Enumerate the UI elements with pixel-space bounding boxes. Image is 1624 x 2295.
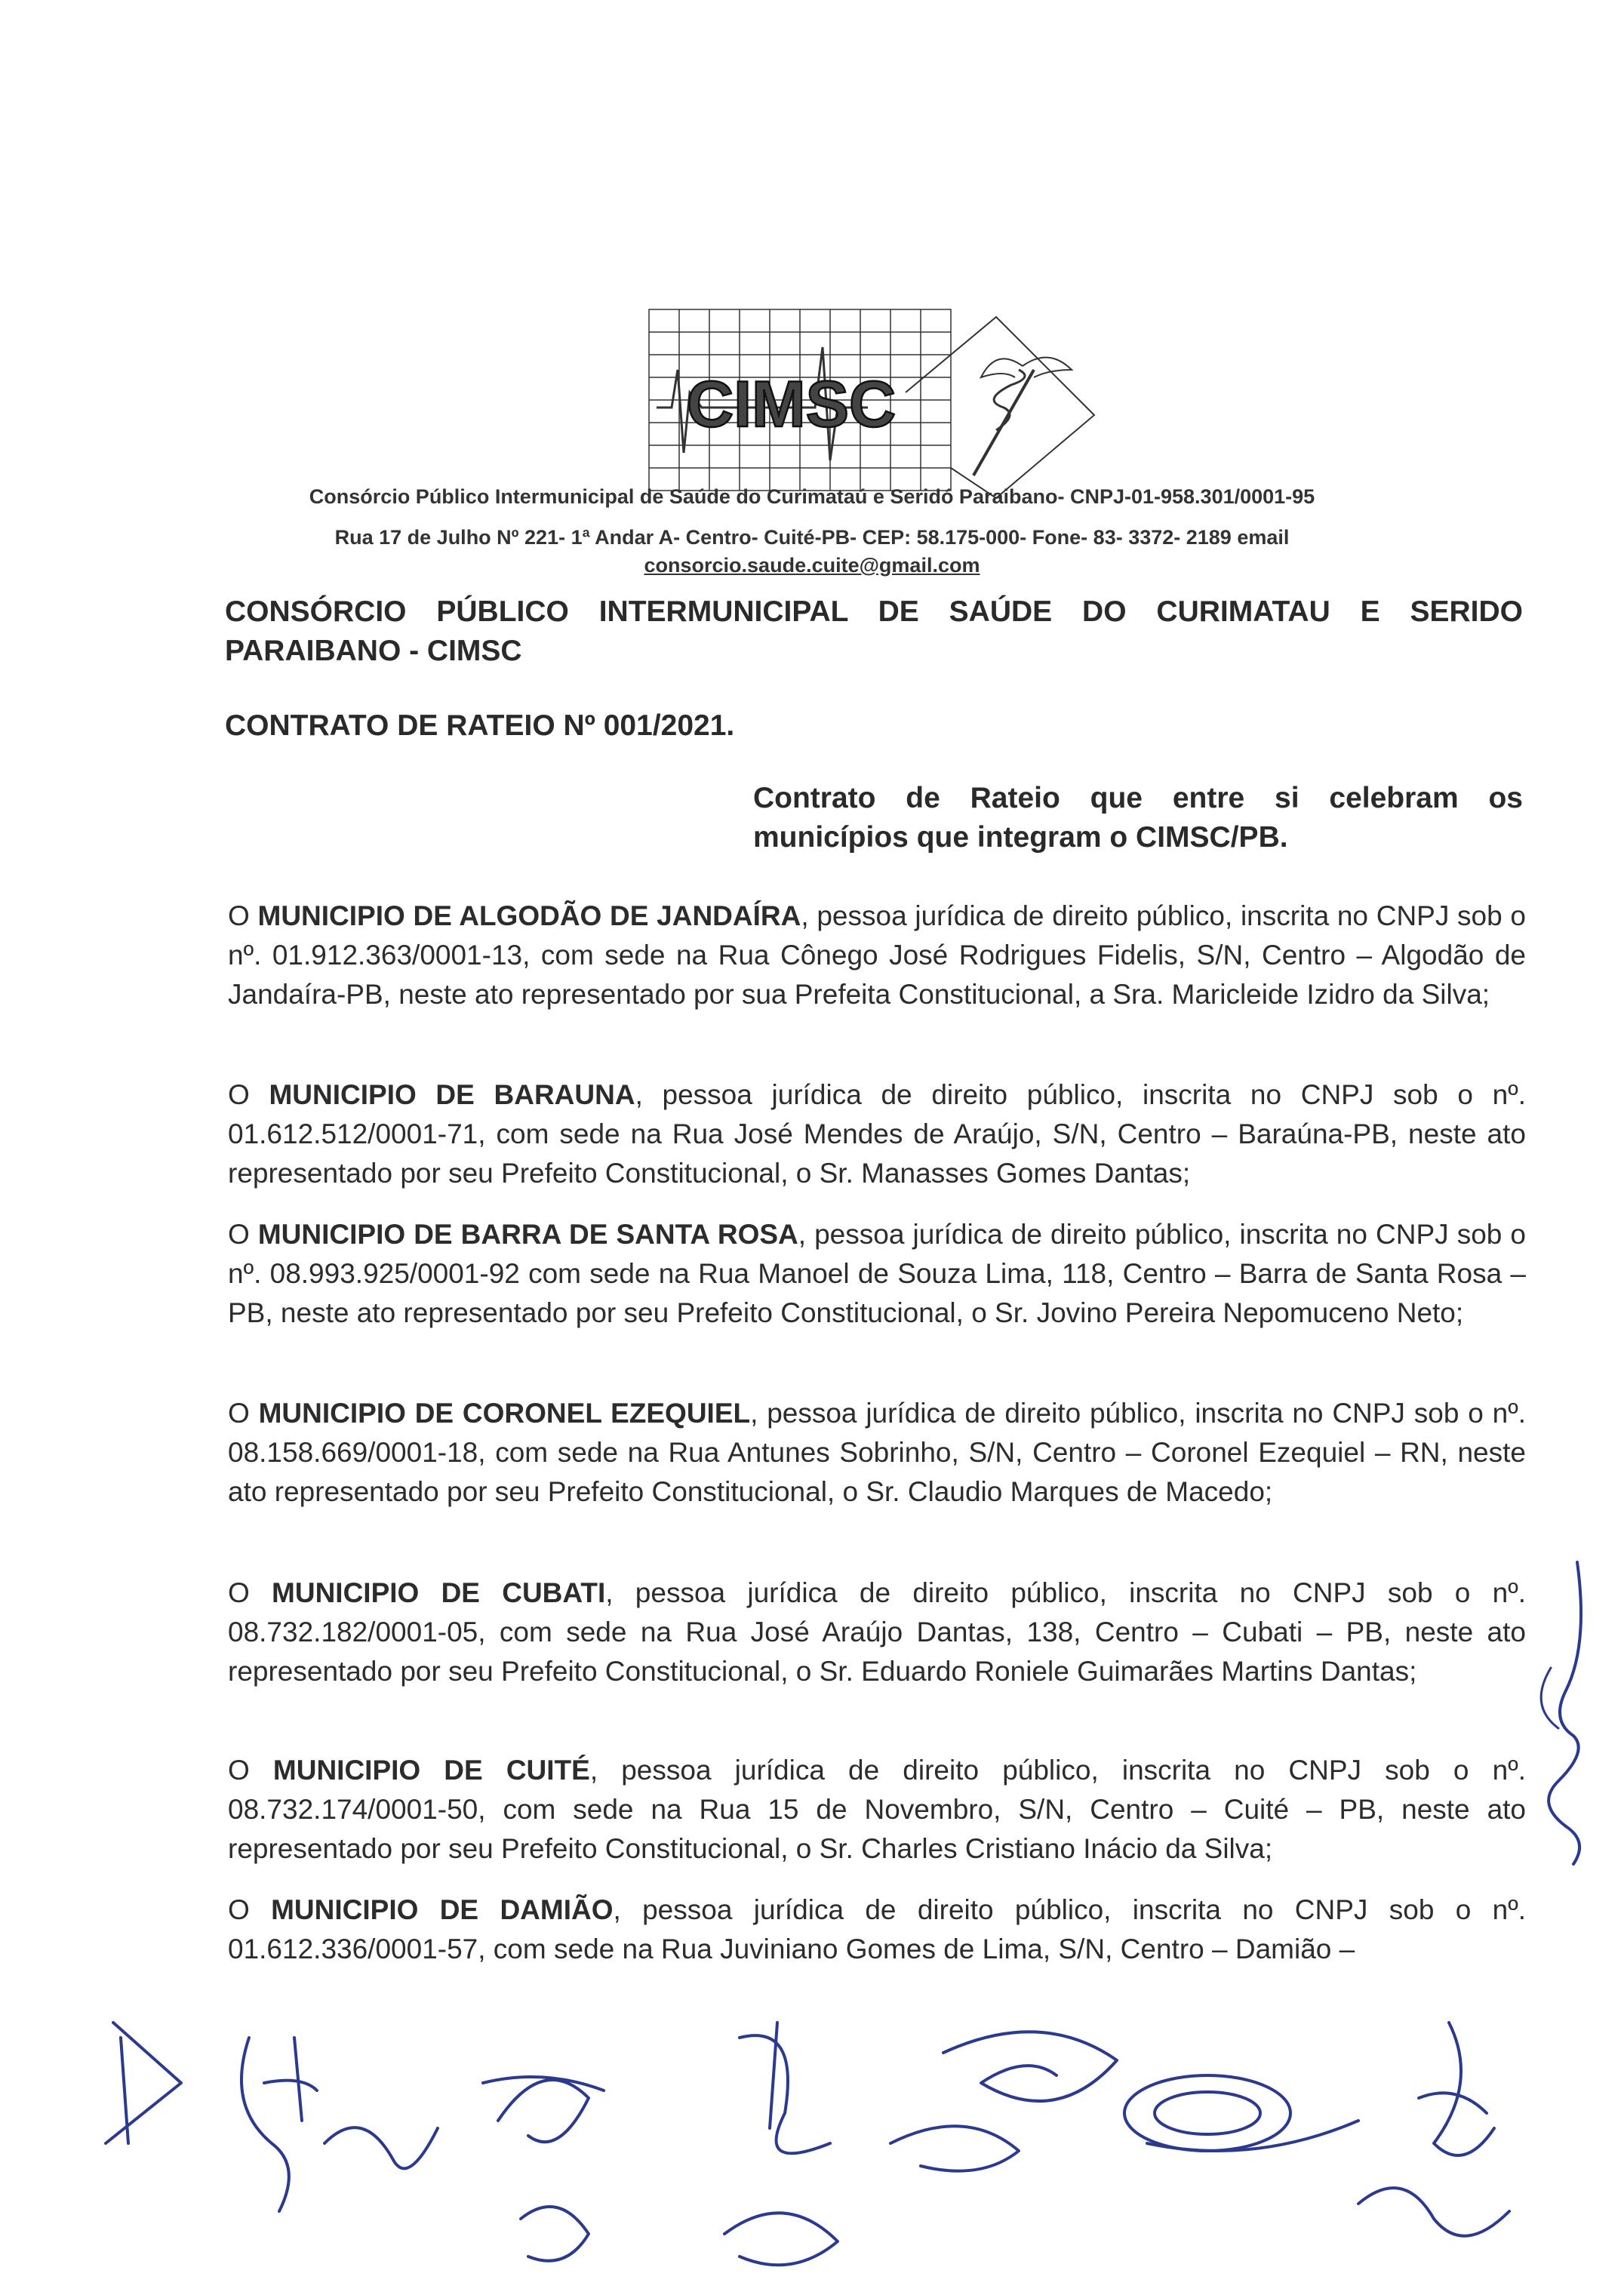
paragraph-lead: O <box>228 1577 272 1608</box>
paragraph-text: , pessoa jurídica de direito público, inscrita no CNPJ sob o nº. 01.912.363/0001-13, com sede na Rua Cônego José Rodrigues Fidelis, S/N, Centro – Algodão de Jandaíra-PB, neste ato representado por sua Prefeita Constitucional, a Sra. Maricleide Izidro da Silva; <box>228 900 1527 1010</box>
cimsc-logo <box>641 302 1109 506</box>
signature-12 <box>521 2207 589 2261</box>
paragraph-algodao <box>228 897 1526 1014</box>
margin-initial-signature <box>1506 1555 1596 1872</box>
signature-9 <box>1419 2023 1494 2155</box>
signature-2 <box>241 2038 317 2211</box>
paragraph-lead: O <box>228 1219 258 1250</box>
signature-7 <box>890 2126 1019 2170</box>
municipio-name: MUNICIPIO DE CUITÉ <box>272 1755 590 1786</box>
signatures-area <box>75 1992 1570 2294</box>
paragraph-cuite <box>228 1751 1526 1869</box>
paragraph-lead: O <box>228 1894 272 1925</box>
paragraph-lead: O <box>228 1398 259 1429</box>
paragraph-lead: O <box>228 1079 269 1110</box>
paragraph-text: , pessoa jurídica de direito público, inscrita no CNPJ sob o nº. 08.732.174/0001-50, com sede na Rua 15 de Novembro, S/N, Centro – Cuité – PB, neste ato representado por seu Prefeito Constitucional, o Sr. Charles Cristiano Inácio da Silva; <box>228 1755 1527 1864</box>
paragraph-coronel-ezequiel <box>228 1394 1526 1512</box>
header-line-1: Consórcio Público Intermunicipal de Saúde do Curimataú e Seridó Paraibano- CNPJ-01-958.301/0001-95 <box>309 485 1315 508</box>
paragraph-lead: O <box>228 1755 273 1786</box>
paragraph-damiao <box>228 1890 1526 1969</box>
header-line-2: Rua 17 de Julho Nº 221- 1ª Andar A- Centro- Cuité-PB- CEP: 58.175-000- Fone- 83- 3372- 2189 email <box>334 526 1290 549</box>
paragraph-lead: O <box>228 900 258 931</box>
paragraph-text: , pessoa jurídica de direito público, inscrita no CNPJ sob o nº. 08.158.669/0001-18, com sede na Rua Antunes Sobrinho, S/N, Centro – Coronel Ezequiel – RN, neste ato representado por seu Prefeito Constitucional, o Sr. Claudio Marques de Macedo; <box>228 1398 1526 1507</box>
contract-number: CONTRATO DE RATEIO Nº 001/2021. <box>225 709 735 742</box>
municipio-name: MUNICIPIO DE DAMIÃO <box>271 1894 614 1925</box>
municipio-name: MUNICIPIO DE CORONEL EZEQUIEL <box>258 1398 751 1429</box>
document-title: CONSÓRCIO PÚBLICO INTERMUNICIPAL DE SAÚDE DO CURIMATAU E SERIDO PARAIBANO - CIMSC <box>225 595 1523 667</box>
municipio-name: MUNICIPIO DE BARAUNA <box>269 1079 635 1110</box>
paragraph-text: , pessoa jurídica de direito público, inscrita no CNPJ sob o nº. 08.732.182/0001-05, com sede na Rua José Araújo Dantas, 138, Centro – Cubati – PB, neste ato representado por seu Prefeito Constitucional, o Sr. Eduardo Roniele Guimarães Martins Dantas; <box>228 1577 1526 1687</box>
paragraph-barauna <box>228 1075 1526 1193</box>
paragraph-text: , pessoa jurídica de direito público, inscrita no CNPJ sob o nº. 08.993.925/0001-92 com sede na Rua Manoel de Souza Lima, 118, Centro – Barra de Santa Rosa – PB, neste ato representado por seu Prefeito Constitucional, o Sr. Jovino Pereira Nepomuceno Neto; <box>228 1219 1526 1328</box>
paragraph-text: , pessoa jurídica de direito público, inscrita no CNPJ sob o nº. 01.612.512/0001-71, com sede na Rua José Mendes de Araújo, S/N, Centro – Baraúna-PB, neste ato representado por seu Prefeito Constitucional, o Sr. Manasses Gomes Dantas; <box>228 1079 1526 1189</box>
signature-6 <box>943 2032 1117 2101</box>
paragraph-barra-de-santa-rosa <box>228 1215 1526 1333</box>
signature-10 <box>1358 2188 1509 2236</box>
paragraph-text: , pessoa jurídica de direito público, inscrita no CNPJ sob o nº. 01.612.336/0001-57, com sede na Rua Juviniano Gomes de Lima, S/N, Centro – Damião – <box>228 1894 1527 1964</box>
signature-3 <box>324 2127 438 2168</box>
municipio-name: MUNICIPIO DE CUBATI <box>272 1577 606 1608</box>
signature-1 <box>106 2023 181 2143</box>
preamble: Contrato de Rateio que entre si celebram os municípios que integram o CIMSC/PB. <box>753 782 1523 854</box>
signature-11 <box>724 2213 838 2265</box>
logo-text: CIMSC <box>687 368 897 441</box>
municipio-name: MUNICIPIO DE ALGODÃO DE JANDAÍRA <box>257 900 801 931</box>
paragraph-cubati <box>228 1574 1526 1691</box>
signature-5 <box>740 2023 830 2153</box>
header-email[interactable]: consorcio.saude.cuite@gmail.com <box>644 554 980 577</box>
municipio-name: MUNICIPIO DE BARRA DE SANTA ROSA <box>257 1219 798 1250</box>
signature-4 <box>483 2077 604 2142</box>
signature-8 <box>1124 2075 1290 2151</box>
